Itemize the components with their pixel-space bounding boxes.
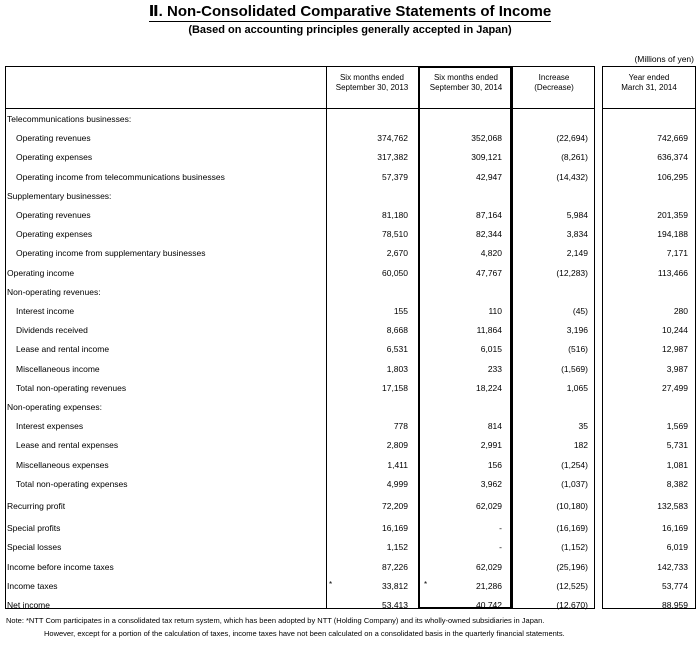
row-label: Operating revenues (16, 133, 91, 144)
table-cell: 233 (487, 363, 502, 374)
row-label: Dividends received (16, 325, 88, 336)
row-label: Lease and rental income (16, 344, 110, 355)
table-cell: 778 (393, 421, 408, 432)
table-cell: 194,188 (657, 229, 688, 240)
table-row (5, 538, 696, 557)
footnote-mark: * (424, 579, 428, 589)
row-label: Lease and rental expenses (16, 440, 119, 451)
column-header-year (602, 73, 696, 93)
notes (6, 614, 565, 640)
table-cell: 2,991 (480, 440, 502, 451)
row-label: Operating expenses (16, 229, 93, 240)
table-row (5, 264, 696, 283)
table-cell: 17,158 (382, 382, 408, 393)
table-row (5, 379, 696, 398)
table-row (5, 398, 696, 417)
table-cell: 42,947 (476, 171, 502, 182)
table-cell: 3,987 (666, 363, 688, 374)
column-header-line: Six months ended (339, 73, 405, 82)
table-cell: 142,733 (657, 561, 688, 572)
table-row (5, 187, 696, 206)
column-header-line: Year ended (628, 73, 670, 82)
table-row (5, 417, 696, 436)
table-cell: (1,569) (561, 363, 588, 374)
table-cell: 352,068 (471, 133, 502, 144)
row-label: Interest expenses (16, 421, 84, 432)
table-cell: 72,209 (382, 501, 408, 511)
table-cell: 106,295 (657, 171, 688, 182)
table-cell: (25,196) (556, 561, 588, 572)
row-label: Operating revenues (16, 210, 91, 220)
table-cell: (10,180) (556, 501, 588, 511)
table-row (5, 302, 696, 321)
table-cell: 280 (673, 306, 688, 316)
table-cell: (14,432) (556, 171, 588, 182)
table-cell: 53,413 (382, 600, 408, 610)
table-cell: 1,803 (386, 363, 408, 374)
table-cell: 814 (487, 421, 502, 432)
table-cell: 2,670 (386, 248, 408, 259)
note-line-2: However, except for a portion of the calculation of taxes, income taxes have not been calculated on a consolidated basis in the quarterly financial statements. (44, 629, 565, 638)
table-row (5, 321, 696, 340)
table-cell: 6,015 (480, 344, 502, 355)
table-cell: (8,261) (561, 152, 588, 163)
row-label: Non-operating expenses: (7, 402, 102, 412)
table-cell: 88,959 (662, 600, 688, 610)
table-cell: 8,668 (386, 325, 408, 336)
table-cell: 35 (578, 421, 588, 432)
table-cell: 155 (393, 306, 408, 316)
table-cell: 27,499 (662, 382, 688, 393)
table-cell: 7,171 (666, 248, 688, 259)
row-label: Operating expenses (16, 152, 93, 163)
row-label: Miscellaneous income (16, 363, 100, 374)
row-label: Recurring profit (7, 501, 66, 511)
row-label: Special losses (7, 542, 62, 553)
table-cell: (12,670) (556, 600, 588, 610)
page-subtitle: (Based on accounting principles generally accepted in Japan) (188, 24, 512, 36)
table-row (5, 577, 696, 596)
table-cell: 53,774 (662, 580, 688, 591)
table-cell: (16,169) (556, 523, 588, 534)
table-row (5, 596, 696, 615)
table-cell: 374,762 (377, 133, 408, 144)
column-header-line: Increase (538, 73, 570, 82)
table-row (5, 148, 696, 167)
table-cell: 62,029 (476, 501, 502, 511)
table-cell: 82,344 (476, 229, 502, 240)
table-cell: 742,669 (657, 133, 688, 144)
table-row (5, 360, 696, 379)
table-cell: 62,029 (476, 561, 502, 572)
table-cell: (1,152) (561, 542, 588, 553)
row-label: Special profits (7, 523, 61, 534)
table-cell: 11,864 (476, 325, 502, 336)
table-cell: 3,196 (566, 325, 588, 336)
table-cell: 18,224 (476, 382, 502, 393)
table-cell: (12,283) (556, 267, 588, 278)
row-label: Supplementary businesses: (7, 190, 112, 201)
table-cell: 3,962 (480, 478, 502, 489)
column-header-line: September 30, 2013 (335, 83, 409, 92)
page-title (0, 3, 700, 20)
table-cell: 1,569 (666, 421, 688, 432)
table-cell: 110 (488, 306, 502, 316)
table-cell: 40,742 (476, 600, 502, 610)
header-rule (602, 108, 696, 109)
table-cell: 132,583 (657, 501, 688, 511)
table-row (5, 225, 696, 244)
table-row (5, 456, 696, 475)
unit-label: (Millions of yen) (634, 54, 694, 64)
table-cell: 4,820 (480, 248, 502, 259)
row-label: Operating income from supplementary businesses (16, 248, 206, 259)
table-cell: 33,812 (382, 580, 408, 591)
table-row (5, 519, 696, 538)
table-cell: 12,987 (662, 344, 688, 355)
table-row (5, 283, 696, 302)
table-cell: 1,081 (666, 459, 688, 470)
table-cell: (12,525) (556, 580, 588, 591)
row-label: Interest income (16, 306, 75, 316)
column-header-line: September 30, 2014 (429, 83, 503, 92)
table-cell: - (499, 542, 502, 553)
row-label: Income taxes (7, 580, 58, 591)
table-cell: 309,121 (471, 152, 502, 163)
table-row (5, 206, 696, 225)
page-title-text: Ⅱ. Non-Consolidated Comparative Statements of Income (148, 3, 552, 20)
table-row (5, 340, 696, 359)
table-cell: 8,382 (666, 478, 688, 489)
note-line-1: Note: *NTT Com participates in a consolidated tax return system, which has been adopted by NTT (Holding Company) and its wholly-owned subsidiaries in Japan. (6, 616, 545, 625)
table-cell: 21,286 (476, 580, 502, 591)
table-cell: (1,037) (561, 478, 588, 489)
table-cell: 2,809 (386, 440, 408, 451)
table-cell: - (499, 523, 502, 534)
column-header-line: March 31, 2014 (621, 83, 677, 92)
table-cell: (1,254) (561, 459, 588, 470)
table-cell: 6,531 (386, 344, 408, 355)
table-row (5, 497, 696, 516)
table-cell: 636,374 (657, 152, 688, 163)
footnote-mark: * (329, 579, 333, 589)
row-label: Miscellaneous expenses (16, 459, 109, 470)
column-header-change (512, 73, 596, 93)
table-cell: 1,411 (387, 459, 408, 470)
table-row (5, 558, 696, 577)
table-row (5, 475, 696, 494)
table-row (5, 110, 696, 129)
column-header-2014 (420, 73, 512, 93)
table-cell: 5,984 (566, 210, 588, 220)
table-cell: 6,019 (666, 542, 688, 553)
table-cell: 60,050 (382, 267, 408, 278)
row-label: Operating income (7, 267, 75, 278)
table-row (5, 436, 696, 455)
table-cell: 1,152 (386, 542, 408, 553)
row-label: Telecommunications businesses: (7, 114, 132, 124)
table-cell: (516) (568, 344, 588, 355)
table-cell: 113,466 (657, 267, 688, 278)
column-header-line: (Decrease) (534, 83, 574, 92)
row-label: Net income (7, 600, 50, 610)
table-cell: 1,065 (566, 382, 588, 393)
table-cell: 3,834 (566, 229, 588, 240)
table-cell: 87,164 (476, 210, 502, 220)
table-cell: 5,731 (666, 440, 688, 451)
table-cell: 182 (573, 440, 588, 451)
table-cell: (22,694) (556, 133, 588, 144)
table-cell: 87,226 (382, 561, 408, 572)
row-label: Income before income taxes (7, 561, 114, 572)
table-cell: 57,379 (382, 171, 408, 182)
row-label: Total non-operating expenses (16, 478, 128, 489)
table-cell: 317,382 (377, 152, 408, 163)
table-cell: 16,169 (662, 523, 688, 534)
table-cell: 201,359 (657, 210, 688, 220)
table-cell: 47,767 (476, 267, 502, 278)
table-cell: 4,999 (386, 478, 408, 489)
table-cell: 78,510 (382, 229, 408, 240)
table-cell: 16,169 (382, 523, 408, 534)
table-row (5, 244, 696, 263)
table-cell: 10,244 (662, 325, 688, 336)
table-cell: 156 (487, 459, 502, 470)
row-label: Non-operating revenues: (7, 286, 101, 297)
table-row (5, 168, 696, 187)
table-row (5, 129, 696, 148)
column-header-line: Six months ended (433, 73, 499, 82)
table-cell: 2,149 (566, 248, 588, 259)
table-cell: (45) (572, 306, 588, 316)
table-cell: 81,180 (382, 210, 408, 220)
row-label: Total non-operating revenues (16, 382, 127, 393)
row-label: Operating income from telecommunications businesses (16, 171, 225, 182)
header-rule (5, 108, 595, 109)
column-header-2013 (326, 73, 418, 93)
